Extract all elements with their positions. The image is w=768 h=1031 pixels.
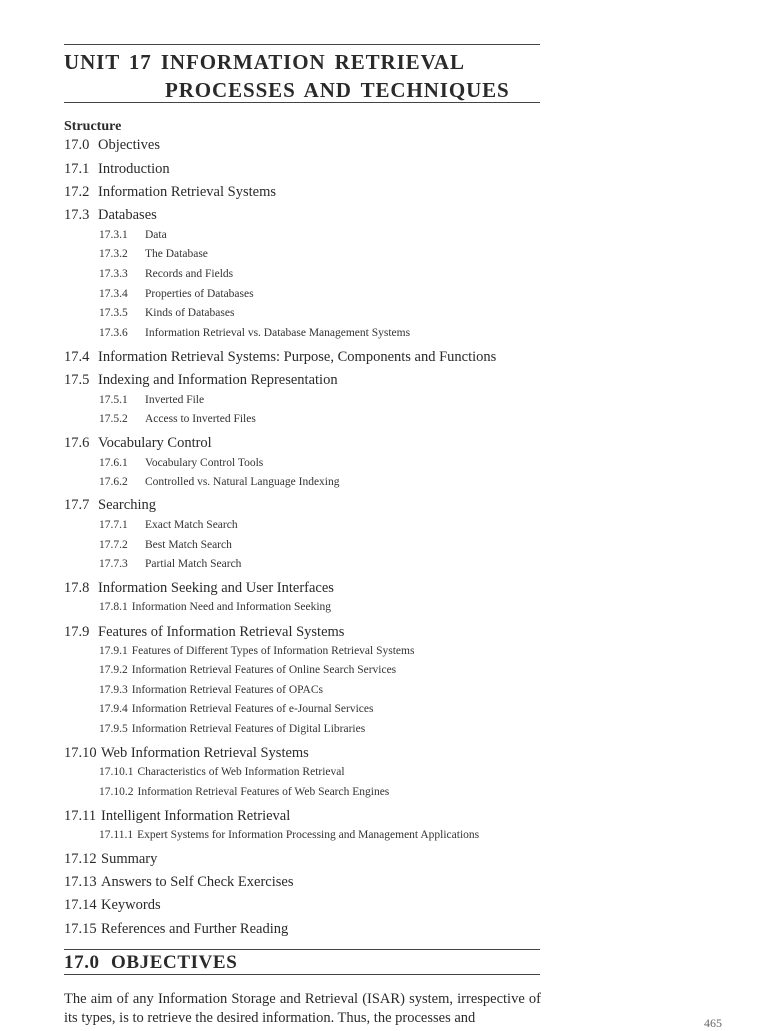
toc-subentry bbox=[99, 665, 396, 677]
toc-title: Kinds of Databases bbox=[145, 307, 235, 319]
toc-number: 17.2 bbox=[64, 184, 90, 200]
toc-title: The Database bbox=[145, 248, 208, 260]
toc-number: 17.0 bbox=[64, 137, 90, 153]
toc-title: Information Retrieval Features of e-Journal Services bbox=[131, 703, 374, 715]
toc-title: Characteristics of Web Information Retrieval bbox=[137, 766, 345, 778]
toc-number: 17.12 bbox=[64, 851, 97, 867]
toc-entry bbox=[64, 185, 276, 200]
section-top-rule bbox=[64, 949, 540, 950]
toc-number: 17.3.1 bbox=[99, 229, 128, 241]
toc-subentry bbox=[99, 559, 241, 571]
toc-title: Databases bbox=[98, 207, 157, 223]
toc-number: 17.10 bbox=[64, 745, 97, 761]
top-rule bbox=[64, 44, 540, 45]
toc-entry bbox=[64, 498, 156, 513]
toc-title: Information Retrieval Systems bbox=[98, 184, 276, 200]
toc-number: 17.15 bbox=[64, 921, 97, 937]
toc-title: Properties of Databases bbox=[145, 288, 254, 300]
toc-title: Partial Match Search bbox=[145, 558, 242, 570]
body-paragraph: The aim of any Information Storage and Retrieval (ISAR) system, irrespective of its types, is to retrieve the desired information. Thus, the processes and bbox=[64, 991, 541, 1026]
unit-title bbox=[64, 48, 510, 104]
toc-number: 17.14 bbox=[64, 897, 97, 913]
toc-entry bbox=[64, 852, 157, 867]
toc-title: Features of Different Types of Information Retrieval Systems bbox=[131, 645, 415, 657]
section-heading: 17.0 OBJECTIVES bbox=[64, 952, 238, 973]
toc-title: Introduction bbox=[98, 161, 170, 177]
toc-entry bbox=[64, 625, 344, 640]
toc-entry bbox=[64, 373, 338, 388]
toc-number: 17.6.2 bbox=[99, 476, 128, 488]
title-bottom-rule bbox=[64, 102, 540, 103]
toc-title: Information Retrieval Features of OPACs bbox=[131, 684, 323, 696]
toc-number: 17.8 bbox=[64, 580, 90, 596]
toc-title: Information Retrieval Systems: Purpose, Components and Functions bbox=[98, 349, 497, 365]
toc-number: 17.9.1 bbox=[99, 645, 128, 657]
toc-title: Keywords bbox=[101, 897, 161, 913]
toc-number: 17.9.3 bbox=[99, 684, 128, 696]
toc-subentry bbox=[99, 767, 345, 779]
toc-number: 17.3.6 bbox=[99, 327, 128, 339]
toc-title: Vocabulary Control Tools bbox=[145, 457, 264, 469]
toc-number: 17.3.4 bbox=[99, 288, 128, 300]
toc-subentry bbox=[99, 704, 374, 716]
toc-number: 17.13 bbox=[64, 874, 97, 890]
toc-title: References and Further Reading bbox=[101, 921, 289, 937]
toc-entry bbox=[64, 875, 293, 890]
toc-number: 17.3 bbox=[64, 207, 90, 223]
toc-title: Expert Systems for Information Processing and Management Applications bbox=[137, 829, 480, 841]
toc-number: 17.11 bbox=[64, 808, 97, 824]
toc-subentry bbox=[99, 685, 323, 697]
unit-title-line-2: PROCESSES AND TECHNIQUES bbox=[165, 78, 510, 102]
toc-subentry bbox=[99, 249, 208, 261]
toc-title: Vocabulary Control bbox=[98, 435, 212, 451]
toc-subentry bbox=[99, 230, 167, 242]
page-number: 465 bbox=[704, 1016, 722, 1030]
toc-number: 17.4 bbox=[64, 349, 90, 365]
toc-subentry bbox=[99, 308, 234, 320]
toc-number: 17.3.5 bbox=[99, 307, 128, 319]
toc-subentry bbox=[99, 458, 263, 470]
toc-title: Access to Inverted Files bbox=[145, 413, 256, 425]
toc-number: 17.9.4 bbox=[99, 703, 128, 715]
toc-number: 17.5.2 bbox=[99, 413, 128, 425]
toc-number: 17.7 bbox=[64, 497, 90, 513]
toc-subentry bbox=[99, 787, 389, 799]
toc-number: 17.7.1 bbox=[99, 519, 128, 531]
toc-entry bbox=[64, 809, 290, 824]
unit-title-line-1: UNIT 17 INFORMATION RETRIEVAL bbox=[64, 50, 465, 74]
toc-entry bbox=[64, 350, 496, 365]
toc-title: Intelligent Information Retrieval bbox=[101, 808, 291, 824]
toc-title: Data bbox=[145, 229, 167, 241]
toc-number: 17.9.5 bbox=[99, 723, 128, 735]
toc-subentry bbox=[99, 602, 331, 614]
toc-subentry bbox=[99, 520, 238, 532]
toc-entry bbox=[64, 138, 160, 153]
toc-title: Information Need and Information Seeking bbox=[131, 601, 332, 613]
toc-title: Information Retrieval vs. Database Management Systems bbox=[145, 327, 411, 339]
toc-title: Web Information Retrieval Systems bbox=[101, 745, 309, 761]
toc-title: Records and Fields bbox=[145, 268, 234, 280]
toc-subentry bbox=[99, 328, 410, 340]
toc-title: Information Retrieval Features of Online Search Services bbox=[131, 664, 397, 676]
toc-number: 17.10.2 bbox=[99, 786, 134, 798]
toc-number: 17.9.2 bbox=[99, 664, 128, 676]
toc-entry bbox=[64, 208, 157, 223]
toc-title: Indexing and Information Representation bbox=[98, 372, 338, 388]
toc-subentry bbox=[99, 395, 204, 407]
toc-number: 17.9 bbox=[64, 624, 90, 640]
toc-title: Controlled vs. Natural Language Indexing bbox=[145, 476, 340, 488]
toc-subentry bbox=[99, 269, 233, 281]
toc-entry bbox=[64, 922, 288, 937]
toc-number: 17.6 bbox=[64, 435, 90, 451]
toc-number: 17.11.1 bbox=[99, 829, 134, 841]
toc-title: Best Match Search bbox=[145, 539, 232, 551]
toc-subentry bbox=[99, 414, 256, 426]
structure-label: Structure bbox=[64, 119, 122, 134]
section-bottom-rule bbox=[64, 974, 540, 975]
toc-subentry bbox=[99, 477, 340, 489]
toc-subentry bbox=[99, 646, 414, 658]
toc-title: Information Retrieval Features of Web Search Engines bbox=[137, 786, 390, 798]
toc-title: Exact Match Search bbox=[145, 519, 238, 531]
toc-entry bbox=[64, 746, 309, 761]
toc-number: 17.3.3 bbox=[99, 268, 128, 280]
toc-title: Information Retrieval Features of Digital Libraries bbox=[131, 723, 366, 735]
toc-number: 17.5 bbox=[64, 372, 90, 388]
toc-title: Summary bbox=[101, 851, 158, 867]
toc-subentry bbox=[99, 830, 479, 842]
toc-number: 17.10.1 bbox=[99, 766, 134, 778]
toc-number: 17.5.1 bbox=[99, 394, 128, 406]
toc-entry bbox=[64, 162, 170, 177]
toc-entry bbox=[64, 581, 334, 596]
toc-number: 17.6.1 bbox=[99, 457, 128, 469]
toc-title: Searching bbox=[98, 497, 156, 513]
toc-subentry bbox=[99, 540, 232, 552]
toc-title: Information Seeking and User Interfaces bbox=[98, 580, 334, 596]
toc-title: Answers to Self Check Exercises bbox=[101, 874, 294, 890]
toc-number: 17.3.2 bbox=[99, 248, 128, 260]
toc-title: Inverted File bbox=[145, 394, 205, 406]
toc-entry bbox=[64, 898, 161, 913]
toc-title: Objectives bbox=[98, 137, 161, 153]
toc-subentry bbox=[99, 289, 254, 301]
toc-number: 17.7.3 bbox=[99, 558, 128, 570]
toc-number: 17.1 bbox=[64, 161, 90, 177]
toc-entry bbox=[64, 436, 212, 451]
toc-subentry bbox=[99, 724, 365, 736]
toc-number: 17.7.2 bbox=[99, 539, 128, 551]
toc-number: 17.8.1 bbox=[99, 601, 128, 613]
toc-title: Features of Information Retrieval Systems bbox=[98, 624, 345, 640]
